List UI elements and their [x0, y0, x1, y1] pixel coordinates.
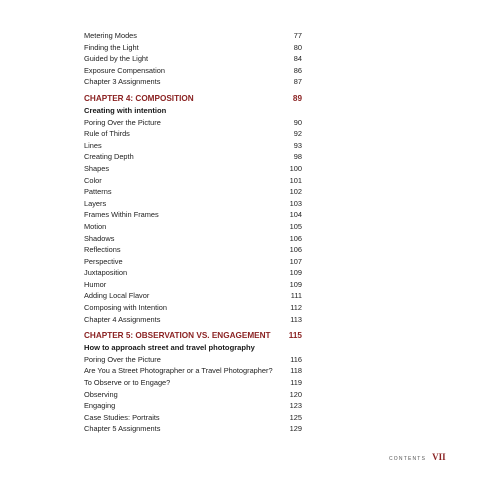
toc-entry-page: 109	[289, 268, 302, 278]
chapter-5-entries	[84, 354, 302, 435]
toc-entry-title: Patterns	[84, 187, 112, 197]
toc-entry	[84, 151, 302, 163]
toc-entry-page: 106	[289, 245, 302, 255]
chapter-4-entries	[84, 117, 302, 326]
toc-entry-title: Observing	[84, 389, 118, 399]
toc-entry-page: 109	[289, 279, 302, 289]
toc-entry-title: Case Studies: Portraits	[84, 412, 160, 422]
toc-entry	[84, 53, 302, 65]
toc-entry	[84, 314, 302, 326]
toc-entry	[84, 42, 302, 54]
toc-entry-page: 111	[290, 291, 302, 301]
toc-entry-page: 92	[293, 129, 302, 139]
toc-entry-title: Rule of Thirds	[84, 129, 130, 139]
toc-entry-title: Chapter 3 Assignments	[84, 77, 161, 87]
toc-entry	[84, 221, 302, 233]
toc-entry-page: 90	[293, 117, 302, 127]
toc-entry	[84, 30, 302, 42]
toc-entry-page: 125	[289, 412, 302, 422]
toc-entry-page: 80	[293, 42, 302, 52]
toc-entry	[84, 65, 302, 77]
toc-entry-page: 119	[290, 378, 302, 388]
toc-entry-title: Layers	[84, 198, 107, 208]
chapter-4-heading	[84, 92, 302, 105]
toc-entry-page: 84	[293, 54, 302, 64]
toc-entry-title: Poring Over the Picture	[84, 354, 161, 364]
toc-entry	[84, 423, 302, 435]
chapter-title: CHAPTER 4: COMPOSITION	[84, 93, 194, 103]
chapter-4-subtitle: Creating with intention	[84, 105, 167, 115]
toc-entry-page: 103	[289, 198, 302, 208]
toc-entry	[84, 290, 302, 302]
toc-entry-title: Juxtaposition	[84, 268, 128, 278]
toc-entry	[84, 412, 302, 424]
toc-entry-page: 129	[289, 424, 302, 434]
toc-entry-title: Exposure Compensation	[84, 65, 165, 75]
chapter-title: CHAPTER 5: OBSERVATION VS. ENGAGEMENT	[84, 331, 271, 341]
toc-entry-title: Shadows	[84, 233, 115, 243]
toc-entry-title: Poring Over the Picture	[84, 117, 161, 127]
toc-entry-title: Lines	[84, 140, 102, 150]
toc-entry	[84, 233, 302, 245]
toc-entry	[84, 198, 302, 210]
toc-entry	[84, 186, 302, 198]
toc-entry-page: 123	[289, 401, 302, 411]
toc-entry	[84, 354, 302, 366]
toc-entry-title: Composing with Intention	[84, 303, 167, 313]
toc-entry	[84, 400, 302, 412]
toc-entry	[84, 140, 302, 152]
toc-entry	[84, 163, 302, 175]
top-entries	[84, 30, 302, 88]
toc-entry-page: 102	[289, 187, 302, 197]
toc-entry-page: 93	[293, 140, 302, 150]
toc-entry-title: Chapter 5 Assignments	[84, 424, 161, 434]
toc-entry	[84, 209, 302, 221]
toc-entry-title: Perspective	[84, 256, 123, 266]
toc-entry-title: Metering Modes	[84, 31, 137, 40]
toc-entry-page: 105	[289, 221, 302, 231]
chapter-page: 115	[288, 331, 302, 341]
toc-entry-page: 113	[290, 314, 302, 324]
toc-entry-title: Adding Local Flavor	[84, 291, 150, 301]
toc-entry	[84, 267, 302, 279]
toc-entry	[84, 175, 302, 187]
toc-entry	[84, 128, 302, 140]
toc-entry	[84, 256, 302, 268]
toc-entry	[84, 389, 302, 401]
toc-entry-title: Guided by the Light	[84, 54, 149, 64]
toc-entry-title: Creating Depth	[84, 152, 134, 162]
toc-entry	[84, 117, 302, 129]
toc-entry	[84, 302, 302, 314]
toc-entry-page: 98	[293, 152, 302, 162]
toc-entry-page: 87	[293, 77, 302, 87]
toc-entry-page: 118	[290, 366, 302, 376]
toc-entry-page: 106	[289, 233, 302, 243]
toc-entry-title: Humor	[84, 279, 107, 289]
toc-entry	[84, 76, 302, 88]
toc-entry-title: Color	[84, 175, 102, 185]
toc-entry-page: 107	[289, 256, 302, 266]
toc-entry-title: Shapes	[84, 163, 110, 173]
toc-entry-page: 86	[293, 65, 302, 75]
toc-entry-page: 116	[290, 354, 302, 364]
toc-entry-title: Are You a Street Photographer or a Travel Photographer?	[84, 366, 273, 376]
chapter-5-heading	[84, 329, 302, 342]
page-footer	[389, 452, 446, 462]
running-footer-label: CONTENTS	[389, 456, 427, 462]
chapter-page: 89	[292, 93, 302, 103]
toc-entry-page: 104	[289, 210, 302, 220]
toc-entry-title: Frames Within Frames	[84, 210, 159, 220]
toc-entry	[84, 365, 302, 377]
toc-entry-page: 100	[289, 163, 302, 173]
toc-entry-title: Engaging	[84, 401, 116, 411]
table-of-contents	[84, 30, 302, 435]
page-number: VII	[432, 452, 446, 462]
toc-entry-page: 101	[289, 175, 302, 185]
toc-entry-page: 77	[293, 31, 302, 40]
toc-entry-title: Motion	[84, 221, 107, 231]
toc-entry-page: 112	[290, 303, 302, 313]
toc-entry	[84, 279, 302, 291]
toc-entry-title: To Observe or to Engage?	[84, 378, 171, 388]
chapter-5-subtitle: How to approach street and travel photography	[84, 343, 255, 353]
toc-entry-title: Finding the Light	[84, 42, 139, 52]
toc-entry-page: 120	[289, 389, 302, 399]
toc-entry-title: Chapter 4 Assignments	[84, 314, 161, 324]
toc-entry-title: Reflections	[84, 245, 121, 255]
toc-entry	[84, 377, 302, 389]
toc-entry	[84, 244, 302, 256]
